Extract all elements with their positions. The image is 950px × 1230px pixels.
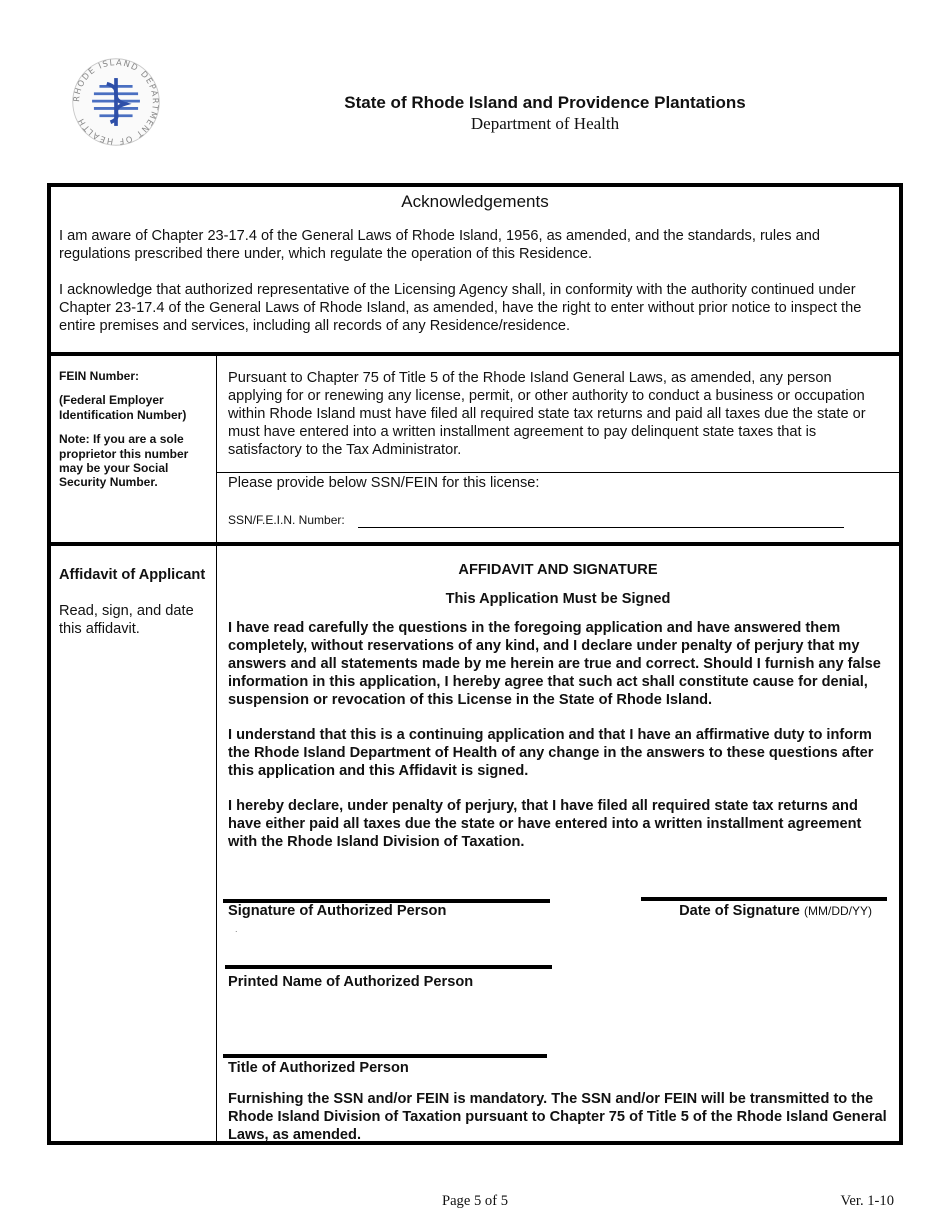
- fein-label: FEIN Number:: [59, 369, 140, 383]
- signature-label: Signature of Authorized Person: [228, 903, 447, 919]
- title-line[interactable]: [223, 1054, 547, 1058]
- acknowledgement-paragraph-2: I acknowledge that authorized representative of the Licensing Agency shall, in conformity with the authority continued under Chapter 23-17.4 of the General Laws of Rhode Island, as amended, have the right to enter without prior notice to inspect the entire premises and services, including all records of any Residence/residence.: [59, 282, 862, 334]
- title-label: Title of Authorized Person: [228, 1060, 409, 1076]
- printed-name-label: Printed Name of Authorized Person: [228, 974, 474, 990]
- ssn-fein-input-line[interactable]: [358, 527, 844, 528]
- ssn-fein-label: SSN/F.E.I.N. Number:: [228, 513, 345, 527]
- tax-statement: Pursuant to Chapter 75 of Title 5 of the Rhode Island General Laws, as amended, any person applying for or renewing any license, permit, or other authority to conduct a business or occupation within Rhode Island must have filed all required state tax returns and paid all taxes due the state or must have entered into a written installment agreement to pay delinquent state taxes that is satisfactory to the Tax Administrator.: [228, 370, 866, 458]
- affidavit-of-applicant-label: Affidavit of Applicant: [59, 567, 206, 583]
- column-divider: [216, 546, 217, 1141]
- acknowledgement-paragraph-1: I am aware of Chapter 23-17.4 of the General Laws of Rhode Island, 1956, as amended, and the standards, rules and regulations prescribed there under, which regulate the operation of this Residence.: [59, 228, 820, 262]
- fein-side-labels: [59, 369, 209, 500]
- fein-note: Note: If you are a sole proprietor this number may be your Social Security Number.: [59, 432, 189, 490]
- version-label: Ver. 1-10: [840, 1193, 894, 1209]
- seal-text: RHODE ISLAND DEPARTMENT OF HEALTH: [71, 57, 161, 147]
- provide-ssn-instruction: Please provide below SSN/FEIN for this license:: [228, 475, 540, 491]
- fein-section: [51, 356, 899, 546]
- date-line[interactable]: [641, 897, 887, 901]
- department-title: Department of Health: [470, 114, 620, 133]
- affidavit-subtitle: This Application Must be Signed: [445, 591, 671, 607]
- date-format-hint: (MM/DD/YY): [804, 904, 872, 918]
- printed-name-line[interactable]: [225, 965, 552, 969]
- affidavit-paragraph-3: I hereby declare, under penalty of perjury, that I have filed all required state tax returns and have either paid all taxes due the state or have entered into a written installment agreement with the Rhode Island Division of Taxation.: [228, 798, 862, 850]
- column-divider: [216, 356, 217, 542]
- affidavit-side-labels: [59, 566, 209, 638]
- affidavit-title: AFFIDAVIT AND SIGNATURE: [458, 562, 658, 578]
- affidavit-paragraph-2: I understand that this is a continuing application and that I have an affirmative duty to inform the Rhode Island Department of Health of any change in the answers to these questions after this application and this Affidavit is signed.: [228, 727, 874, 779]
- stray-mark: .: [235, 924, 238, 934]
- ssn-fein-mandatory-notice: Furnishing the SSN and/or FEIN is mandatory. The SSN and/or FEIN will be transmitted to the Rhode Island Division of Taxation pursuant to Chapter 75 of Title 5 of the Rhode Island General Laws, as amended.: [228, 1091, 887, 1143]
- state-title: State of Rhode Island and Providence Plantations: [344, 93, 746, 112]
- date-label-text: Date of Signature: [679, 903, 800, 919]
- affidavit-section: [51, 546, 899, 1141]
- row-divider: [217, 472, 899, 473]
- acknowledgements-title: Acknowledgements: [401, 192, 549, 211]
- acknowledgements-section: [51, 187, 899, 356]
- fein-full-name: (Federal Employer Identification Number): [59, 393, 187, 422]
- date-of-signature-label: [679, 903, 872, 919]
- affidavit-instruction: Read, sign, and date this affidavit.: [59, 603, 194, 637]
- application-form: [47, 183, 903, 1145]
- affidavit-paragraph-1: I have read carefully the questions in the foregoing application and have answered them completely, without reservations of any kind, and I declare under penalty of perjury that my answers and all statements made by me herein are true and correct. Should I furnish any false information in this application, I hereby agree that such act shall constitute cause for denial, suspension or revocation of this License in the State of Rhode Island.: [228, 620, 881, 708]
- page-number: Page 5 of 5: [441, 1193, 509, 1209]
